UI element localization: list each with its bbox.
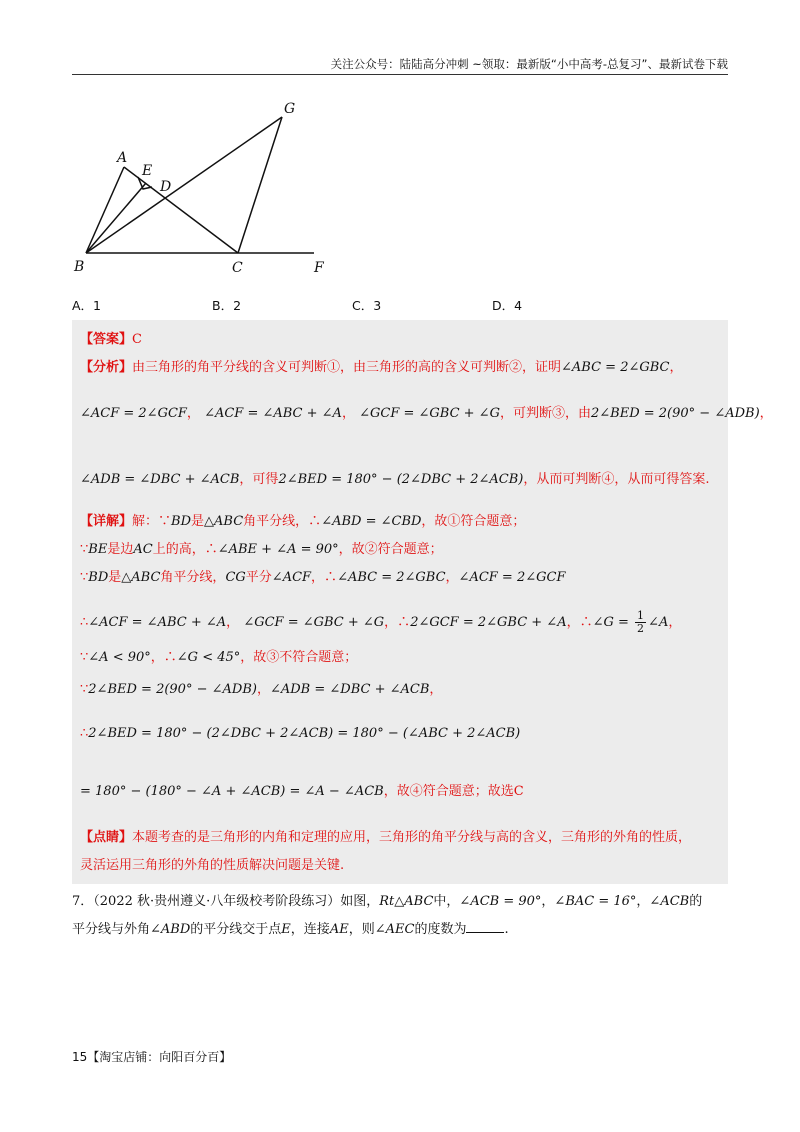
- header-rule: [72, 74, 728, 75]
- analysis-math: ∠GCF = ∠GBC + ∠G: [359, 406, 500, 421]
- detail-text: C: [513, 784, 524, 799]
- page-footer: 15【淘宝店铺：向阳百分百】: [72, 1050, 232, 1064]
- detail-math: BD: [88, 570, 109, 585]
- geometry-svg: [72, 95, 342, 280]
- detail-text: ，∴: [311, 570, 338, 585]
- detail-math: △ABC: [204, 514, 244, 529]
- solution-panel: [72, 320, 773, 884]
- option-b[interactable]: B．2: [212, 298, 242, 313]
- question-text: （2022 秋·贵州遵义·八年级校考阶段练习）如图，: [93, 894, 380, 909]
- label-a: A: [117, 150, 128, 166]
- question-text: 的度数为: [414, 922, 467, 937]
- analysis-math: ∠ACF = 2∠GCF: [80, 406, 187, 421]
- question-text: ，: [636, 894, 650, 909]
- analysis-text: ，从而可判断④，从而可得答案.: [523, 472, 710, 487]
- label-g: G: [284, 101, 296, 117]
- detail-math: 2∠BED = 2(90° − ∠ADB): [88, 682, 257, 697]
- analysis-math: ∠ACF = ∠ABC + ∠A: [204, 406, 342, 421]
- detail-text: ，∴: [566, 615, 593, 630]
- segment-ac: [124, 167, 238, 253]
- option-a[interactable]: A．1: [72, 298, 102, 313]
- detail-math: ∠ABD = ∠CBD: [321, 514, 422, 529]
- detail-math: △ABC: [121, 570, 161, 585]
- detail-math: ∠GCF = ∠GBC + ∠G: [243, 615, 385, 630]
- detail-math: CG: [225, 570, 246, 585]
- analysis-text: ，可判断③，由: [499, 406, 591, 421]
- detail-text: ，故②符合题意；: [338, 542, 443, 557]
- detail-text: ，∴: [150, 650, 177, 665]
- answer-options: [72, 296, 592, 316]
- detail-text: 是边: [107, 542, 134, 557]
- detail-math: ∠A: [648, 615, 669, 630]
- question-text: 平分线与外角: [72, 922, 151, 937]
- analysis-tag: 【分析】: [80, 360, 133, 375]
- detail-text: 角平分线，∴: [243, 514, 322, 529]
- detail-text: 解：∵: [132, 514, 172, 529]
- question-math: ∠ABD: [150, 922, 191, 937]
- question-text: ，: [541, 894, 555, 909]
- question-number: 7．: [72, 894, 94, 909]
- detail-math: ∠G =: [592, 615, 634, 630]
- detail-math: ∠ACF = ∠ABC + ∠A: [88, 615, 227, 630]
- question-line-1: [72, 888, 728, 916]
- question-7: [72, 888, 728, 944]
- label-f: F: [314, 260, 324, 276]
- detail-text: ，: [226, 615, 240, 630]
- detail-text: ，: [445, 570, 459, 585]
- option-d[interactable]: D．4: [492, 298, 523, 313]
- detail-text: ∴: [80, 615, 89, 630]
- question-text: .: [504, 922, 509, 937]
- option-c[interactable]: C．3: [352, 298, 382, 313]
- detail-text: 上的高，∴: [152, 542, 218, 557]
- detail-text: ，故③不符合题意；: [240, 650, 358, 665]
- detail-math: ∠ABC = 2∠GBC: [337, 570, 446, 585]
- analysis-math: ∠ADB = ∠DBC + ∠ACB: [80, 472, 240, 487]
- detail-math: ∠ABE + ∠A = 90°: [217, 542, 339, 557]
- question-text: 的平分线交于点: [190, 922, 282, 937]
- question-text: ，则: [348, 922, 375, 937]
- answer-line: [80, 328, 142, 347]
- label-b: B: [74, 259, 85, 275]
- analysis-math: 2∠BED = 180° − (2∠DBC + 2∠ACB): [278, 472, 524, 487]
- detail-text: 平分: [245, 570, 272, 585]
- detail-tag: 【详解】: [80, 514, 133, 529]
- answer-tag: 【答案】: [80, 332, 133, 347]
- detail-text: ，故④符合题意；故选: [383, 784, 514, 799]
- answer-value: C: [132, 332, 142, 347]
- detail-text: ∵: [80, 542, 89, 557]
- comment-line-2: [80, 854, 344, 873]
- detail-text: ∵: [80, 570, 89, 585]
- fraction: [635, 610, 646, 635]
- answer-blank[interactable]: [466, 921, 504, 933]
- analysis-punct: ，: [341, 406, 355, 421]
- label-d: D: [160, 179, 172, 195]
- detail-text: ∴: [80, 726, 89, 741]
- fraction-denominator: 2: [637, 622, 645, 635]
- detail-math: = 180° − (180° − ∠A + ∠ACB) = ∠A − ∠ACB: [80, 784, 384, 799]
- detail-line-8: [80, 780, 524, 799]
- detail-math: BE: [88, 542, 108, 557]
- detail-text: ∵: [80, 650, 89, 665]
- analysis-text: ，可得: [239, 472, 279, 487]
- question-math: Rt△ABC: [379, 894, 434, 909]
- question-text: 的: [689, 894, 703, 909]
- comment-text: 灵活运用三角形的外角的性质解决问题是关键.: [80, 858, 345, 873]
- geometry-figure: [72, 95, 342, 280]
- label-c: C: [232, 260, 243, 276]
- segment-gc: [238, 117, 282, 253]
- analysis-line-2: [80, 402, 773, 421]
- detail-line-4: [80, 610, 681, 635]
- detail-text: 角平分线，: [160, 570, 226, 585]
- detail-text: ，∴: [384, 615, 411, 630]
- detail-line-2: [80, 538, 443, 557]
- detail-text: ，: [256, 682, 270, 697]
- detail-math: 2∠BED = 180° − (2∠DBC + 2∠ACB) = 180° − (∠ABC + 2∠ACB): [88, 726, 521, 741]
- detail-line-1: [80, 510, 525, 529]
- question-text: ，连接: [290, 922, 330, 937]
- analysis-punct: ，: [186, 406, 200, 421]
- detail-math: ∠ACF: [271, 570, 312, 585]
- fraction-numerator: 1: [637, 609, 645, 622]
- question-math: AE: [329, 922, 349, 937]
- detail-math: 2∠GCF = 2∠GBC + ∠A: [410, 615, 567, 630]
- detail-text: ，: [668, 615, 682, 630]
- analysis-text: 由三角形的角平分线的含义可判断①，由三角形的高的含义可判断②，证明: [132, 360, 562, 375]
- question-text: 中，: [433, 894, 460, 909]
- detail-line-7: [80, 726, 520, 741]
- page-header: 关注公众号：陆陆高分冲刺 ~领取：最新版“小中高考-总复习”、最新试卷下载: [330, 57, 728, 71]
- question-math: ∠ACB: [649, 894, 690, 909]
- detail-text: 是: [108, 570, 122, 585]
- detail-line-6: [80, 678, 442, 697]
- analysis-math: ∠ABC = 2∠GBC: [561, 360, 670, 375]
- detail-math: ∠ADB = ∠DBC + ∠ACB: [269, 682, 430, 697]
- analysis-line-1: [80, 356, 683, 375]
- detail-math: BD: [171, 514, 192, 529]
- detail-math: ∠G < 45°: [176, 650, 241, 665]
- comment-tag: 【点睛】: [80, 830, 133, 845]
- question-math: ∠ACB = 90°: [459, 894, 542, 909]
- question-math: ∠BAC = 16°: [554, 894, 637, 909]
- analysis-punct: ，: [759, 406, 773, 421]
- analysis-line-3: [80, 468, 710, 487]
- analysis-punct: ，: [669, 360, 683, 375]
- detail-math: AC: [133, 542, 153, 557]
- comment-text: 本题考查的是三角形的内角和定理的应用，三角形的角平分线与高的含义，三角形的外角的性质，: [132, 830, 692, 845]
- detail-line-5: [80, 646, 357, 665]
- detail-line-3: [80, 566, 565, 585]
- detail-text: ，: [429, 682, 443, 697]
- detail-text: ∵: [80, 682, 89, 697]
- comment-line-1: [80, 826, 691, 845]
- detail-text: ，故①符合题意；: [421, 514, 526, 529]
- label-e: E: [142, 163, 153, 179]
- detail-math: ∠ACF = 2∠GCF: [458, 570, 566, 585]
- question-math: E: [281, 922, 291, 937]
- question-line-2: [72, 916, 728, 944]
- question-math: ∠AEC: [374, 922, 415, 937]
- detail-text: 是: [191, 514, 205, 529]
- analysis-math: 2∠BED = 2(90° − ∠ADB): [590, 406, 760, 421]
- detail-math: ∠A < 90°: [88, 650, 151, 665]
